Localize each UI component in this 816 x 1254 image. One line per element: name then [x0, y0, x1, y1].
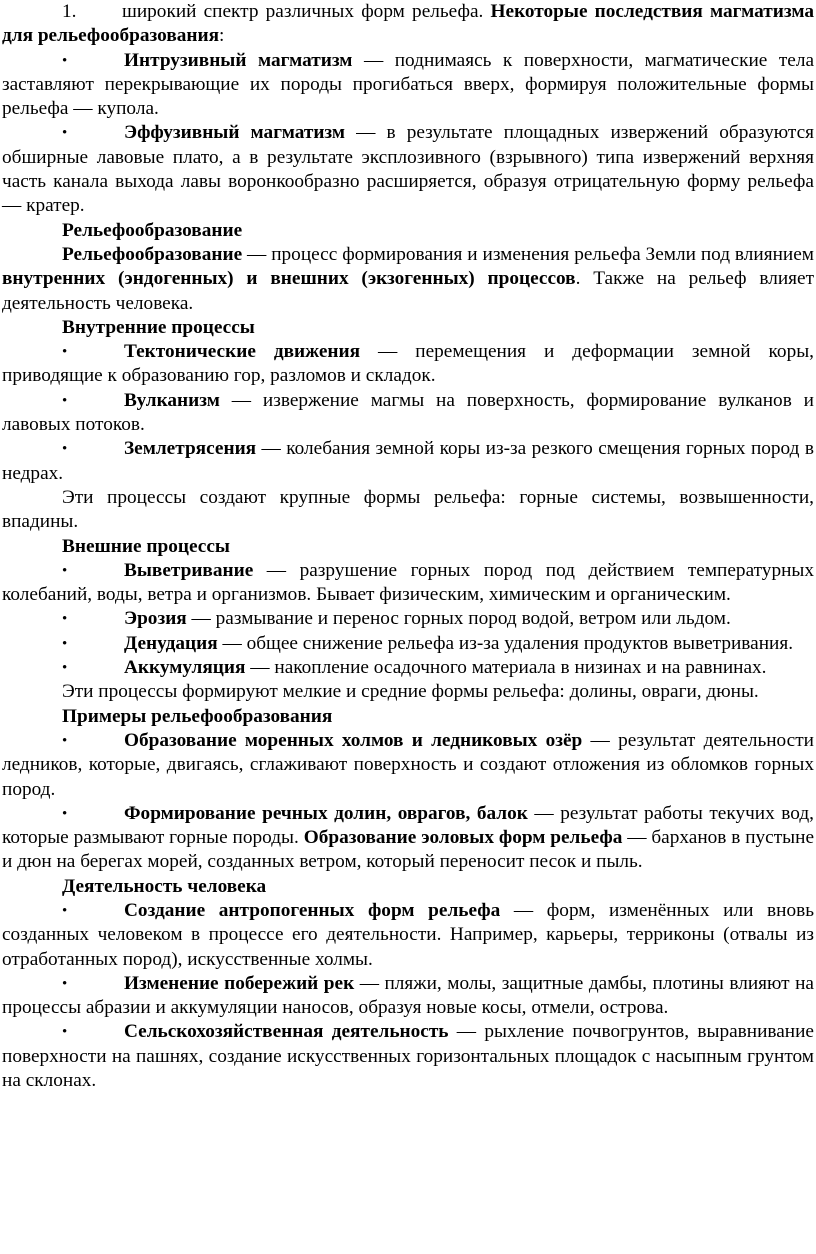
- item-term: Денудация: [124, 632, 218, 654]
- intro-tail: :: [219, 25, 225, 47]
- item-term: Тектонические движения: [124, 341, 361, 363]
- intro-paragraph: [2, 0, 814, 49]
- item-term: Создание антропогенных форм рельефа: [124, 899, 501, 921]
- item-term-secondary: Образование эоловых форм рельефа: [303, 827, 623, 849]
- bullet-icon: •: [62, 975, 68, 992]
- definition-tail: . Также на рельеф влияет деятельность человека.: [2, 268, 814, 314]
- bullet-icon: •: [62, 902, 68, 919]
- list-item: [2, 437, 814, 486]
- list-item: [2, 49, 814, 122]
- bullet-icon: •: [62, 52, 68, 69]
- item-term: Землетрясения: [124, 438, 257, 460]
- item-text: — колебания земной коры из-за резкого смещения горных пород в недрах.: [2, 438, 814, 484]
- item-text: — рыхление почвогрунтов, выравнивание поверхности на пашнях, создание искусственных горизонтальных площадок с насыпным грунтом на склонах.: [2, 1021, 814, 1092]
- item-term: Формирование речных долин, оврагов, балок: [124, 802, 528, 824]
- item-text: — извержение магмы на поверхность, формирование вулканов и лавовых потоков.: [2, 389, 814, 436]
- item-text: — пляжи, молы, защитные дамбы, плотины влияют на процессы абразии и аккумуляции наносов, образуя новые косы, отмели, острова.: [2, 972, 814, 1019]
- item-term: Эффузивный магматизм: [124, 122, 346, 144]
- list-item: [2, 389, 814, 438]
- bullet-icon: •: [62, 562, 68, 579]
- intro-bold: Некоторые последствия магматизма для рельефообразования: [2, 1, 815, 47]
- bullet-icon: •: [62, 660, 68, 677]
- list-item: [2, 899, 814, 972]
- list-item: [2, 559, 814, 608]
- list-item: [2, 340, 814, 389]
- item-term: Сельскохозяйственная деятельность: [124, 1021, 449, 1043]
- item-text: — результат деятельности ледников, которые, двигаясь, сглаживают поверхность и создают отложения из обломков горных пород.: [2, 729, 814, 800]
- list-item: [2, 802, 814, 875]
- item-text: — поднимаясь к поверхности, магматические тела заставляют перекрывающие их породы прогибаться вверх, формируя положительные формы рельефа — купола.: [2, 49, 815, 120]
- definition-text: — процесс формирования и изменения рельефа Земли под влиянием: [242, 243, 814, 265]
- internal-summary: Эти процессы создают крупные формы рельефа: горные системы, возвышенности, впадины.: [2, 486, 814, 533]
- section-heading-internal: Внутренние процессы: [62, 316, 255, 338]
- bullet-icon: •: [62, 1024, 68, 1041]
- item-text: — разрушение горных пород под действием температурных колебаний, воды, ветра и организмов. Бывает физическим, химическим и органическим.: [2, 559, 814, 606]
- item-text: — перемещения и деформации земной коры, приводящие к образованию гор, разломов и складок.: [2, 341, 814, 387]
- external-summary: Эти процессы формируют мелкие и средние формы рельефа: долины, овраги, дюны.: [62, 681, 759, 703]
- definition-term: Рельефообразование: [62, 243, 243, 265]
- bullet-icon: •: [62, 611, 68, 628]
- bullet-icon: •: [62, 125, 68, 142]
- item-text: — результат работы текучих вод, которые размывают горные породы.: [2, 802, 814, 849]
- list-item: [2, 121, 814, 218]
- list-item: [2, 632, 814, 656]
- list-number: 1.: [62, 1, 77, 22]
- item-text: — накопление осадочного материала в низинах и на равнинах.: [245, 657, 767, 679]
- list-item: [2, 607, 814, 631]
- list-item: [2, 729, 814, 802]
- list-item: [2, 972, 814, 1021]
- item-term: Эрозия: [124, 608, 187, 630]
- definition-bold: внутренних (эндогенных) и внешних (экзогенных) процессов: [2, 268, 576, 290]
- bullet-icon: •: [62, 392, 68, 409]
- relief-definition: [2, 243, 814, 316]
- bullet-icon: •: [62, 635, 68, 652]
- item-text-secondary: — барханов в пустыне и дюн на берегах морей, созданных ветром, который переносит песок и пыль.: [2, 827, 814, 873]
- section-heading-examples: Примеры рельефообразования: [62, 705, 333, 727]
- list-item: [2, 656, 814, 680]
- item-term: Образование моренных холмов и ледниковых озёр: [124, 729, 583, 751]
- bullet-icon: •: [62, 732, 68, 749]
- section-heading-external: Внешние процессы: [62, 535, 230, 557]
- item-text: — размывание и перенос горных пород водой, ветром или льдом.: [186, 608, 731, 630]
- item-text: — форм, изменённых или вновь созданных человеком в процессе его деятельности. Например, карьеры, терриконы (отвалы из отработанных пород), искусственные холмы.: [2, 899, 814, 970]
- section-heading-human: Деятельность человека: [62, 875, 267, 897]
- intro-text: широкий спектр различных форм рельефа.: [122, 1, 491, 22]
- bullet-icon: •: [62, 805, 68, 822]
- bullet-icon: •: [62, 344, 68, 361]
- item-term: Интрузивный магматизм: [124, 49, 353, 71]
- item-term: Выветривание: [124, 559, 254, 581]
- item-term: Вулканизм: [124, 389, 220, 411]
- section-heading-relief: Рельефообразование: [62, 219, 243, 241]
- item-term: Изменение побережий рек: [124, 972, 355, 994]
- item-text: — в результате площадных извержений образуются обширные лавовые плато, а в результате эксплозивного (взрывного) типа извержений верхняя часть канала выхода лавы воронкообразно расширяется, образуя отрицательную форму рельефа — кратер.: [2, 122, 814, 217]
- item-text: — общее снижение рельефа из-за удаления продуктов выветривания.: [217, 632, 794, 654]
- bullet-icon: •: [62, 441, 68, 458]
- list-item: [2, 1020, 814, 1093]
- item-term: Аккумуляция: [124, 657, 246, 679]
